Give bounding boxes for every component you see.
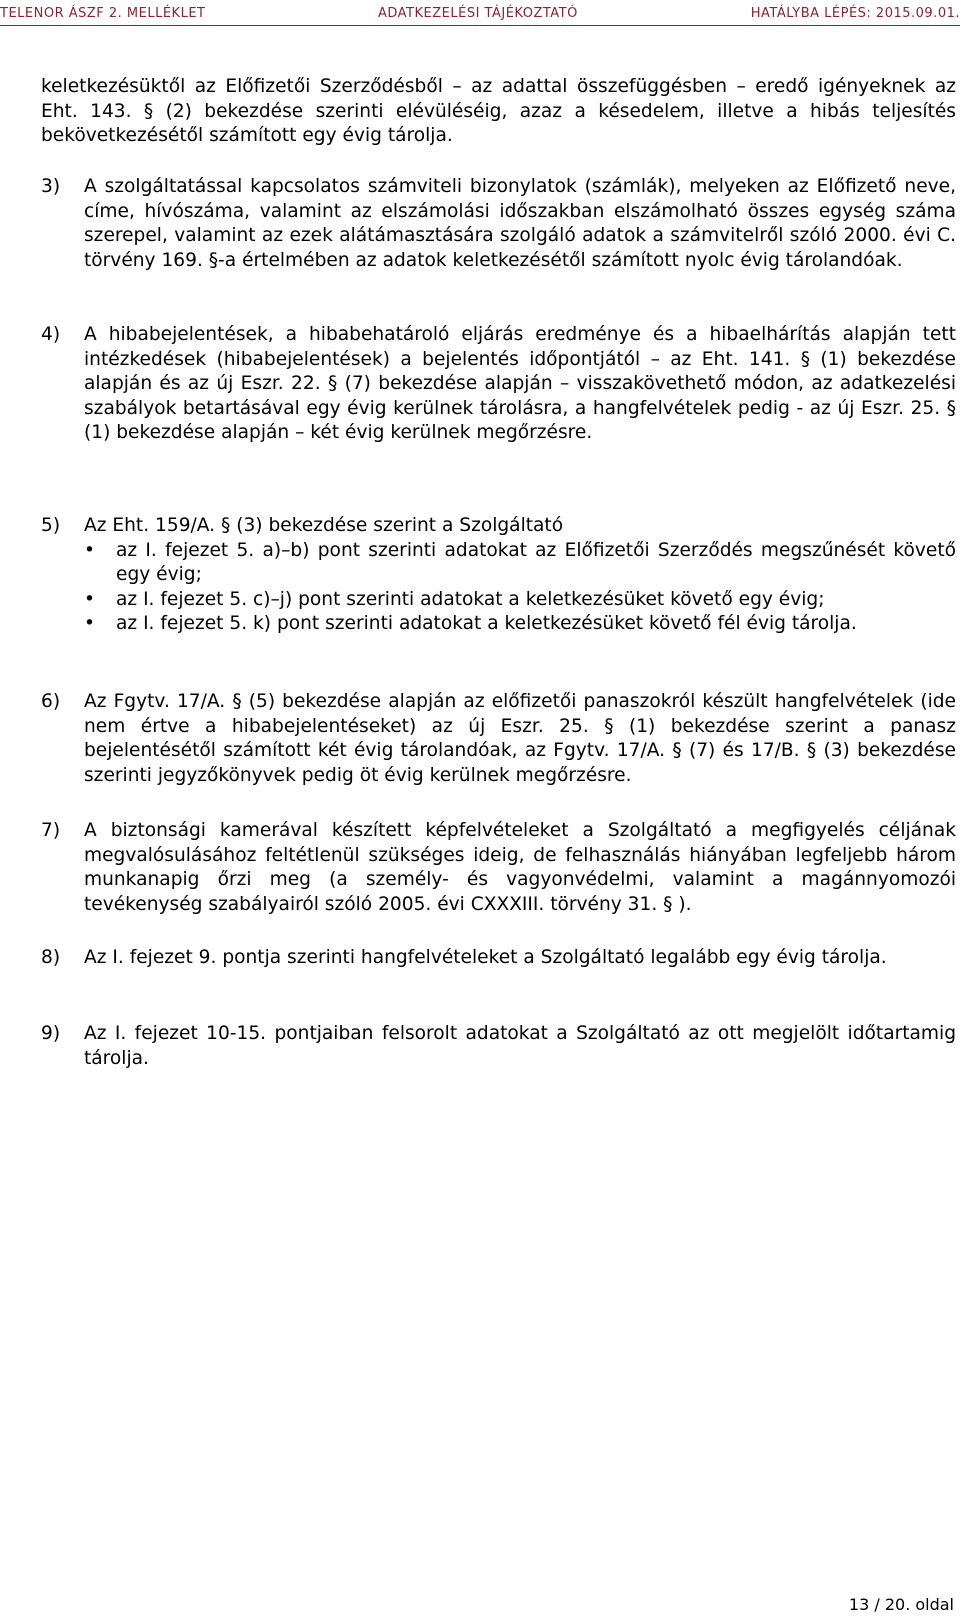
item-text: Az I. fejezet 9. pontja szerinti hangfelvételeket a Szolgáltató legalább egy évig tárolja. [84, 947, 887, 968]
bullet-text: az I. fejezet 5. a)–b) pont szerinti adatokat az Előfizetői Szerződés megszűnését követő egy évig; [116, 539, 956, 585]
item-text: Az I. fejezet 10-15. pontjaiban felsorolt adatokat a Szolgáltató az ott megjelölt időtartamig tárolja. [84, 1023, 956, 1069]
header-middle: ADATKEZELÉSI TÁJÉKOZTATÓ [378, 6, 578, 21]
bullet-icon: • [84, 539, 95, 561]
list-item-4 [41, 323, 956, 446]
item-text: Az Fgytv. 17/A. § (5) bekezdése alapján az előfizetői panaszokról készült hangfelvételek (ide nem értve a hibabejelentéseket) az új Eszr. 25. § (1) bekezdése szerint a panasz bejelentésétől számított két évig tárolandóak, az Fgytv. 17/A. § (7) és 17/B. § (3) bekezdése szerinti jegyzőkönyvek pedig öt évig kerülnek megőrzésre. [84, 691, 956, 786]
item-number: 4) [41, 324, 61, 345]
item-text: A szolgáltatással kapcsolatos számviteli bizonylatok (számlák), melyeken az Előfizető neve, címe, hívószáma, valamint az elszámolási időszakban elszámolható összes egység száma szerepel, valamint az ezek alátámasztására szolgáló adatok a számvitelről szóló 2000. évi C. törvény 169. §-a értelmében az adatok keletkezésétől számított nyolc évig tárolandóak. [84, 176, 956, 271]
intro-paragraph: keletkezésüktől az Előfizetői Szerződésből – az adattal összefüggésben – eredő igényeknek az Eht. 143. § (2) bekezdése szerinti elévüléséig, azaz a késedelem, illetve a hibás teljesítés bekövetkezésétől számított egy évig tárolja. [41, 76, 956, 146]
list-item-9 [41, 1022, 956, 1071]
item-number: 3) [41, 176, 61, 197]
list-item [41, 819, 956, 917]
list-item-5 [41, 514, 956, 637]
bullet-text: az I. fejezet 5. k) pont szerinti adatokat a keletkezésüket követő fél évig tárolja. [116, 613, 857, 634]
item-text: A hibabejelentések, a hibabehatároló eljárás eredménye és a hibaelhárítás alapján tett intézkedések (hibabejelentések) a bejelentés időpontjától – az Eht. 141. § (1) bekezdése alapján és az új Eszr. 22. § (7) bekezdése alapján – visszakövethető módon, az adatkezelési szabályok betartásával egy évig kerülnek tárolásra, a hangfelvételek pedig - az új Eszr. 25. § (1) bekezdése alapján – két évig kerülnek megőrzésre. [84, 324, 956, 443]
bullet-item [41, 588, 956, 613]
intro-paragraph-block [41, 75, 956, 149]
bullet-list [41, 539, 956, 637]
item-number: 9) [41, 1023, 61, 1044]
list-item [41, 323, 956, 446]
bullet-icon: • [84, 613, 95, 634]
header-left: TELENOR ÁSZF 2. MELLÉKLET [0, 6, 206, 21]
item-number: 8) [41, 947, 61, 968]
bullet-icon: • [84, 588, 95, 610]
item-number: 7) [41, 820, 61, 841]
list-item [41, 690, 956, 788]
list-item [41, 1022, 956, 1071]
page-header [0, 6, 960, 26]
item-number: 6) [41, 691, 61, 712]
list-item [41, 946, 956, 971]
list-item-8 [41, 946, 956, 971]
item-number: 5) [41, 515, 61, 536]
bullet-item [41, 539, 956, 588]
bullet-text: az I. fejezet 5. c)–j) pont szerinti adatokat a keletkezésüket követő egy évig; [116, 588, 825, 610]
item-text: Az Eht. 159/A. § (3) bekezdése szerint a Szolgáltató [84, 515, 564, 536]
header-right: HATÁLYBA LÉPÉS: 2015.09.01. [750, 6, 960, 21]
list-item-7 [41, 819, 956, 917]
list-item-6 [41, 690, 956, 788]
page-number: 13 / 20. oldal [848, 1595, 954, 1614]
header-divider [0, 25, 960, 26]
list-item [41, 175, 956, 273]
list-item [41, 514, 956, 539]
bullet-item [41, 612, 956, 637]
item-text: A biztonsági kamerával készített képfelvételeket a Szolgáltató a megfigyelés céljának megvalósulásához feltétlenül szükséges ideig, de felhasználás hiányában legfeljebb három munkanapig őrzi meg (a személy- és vagyonvédelmi, valamint a magánnyomozói tevékenység szabályairól szóló 2005. évi CXXXIII. törvény 31. § ). [84, 820, 956, 915]
list-item-3 [41, 175, 956, 273]
